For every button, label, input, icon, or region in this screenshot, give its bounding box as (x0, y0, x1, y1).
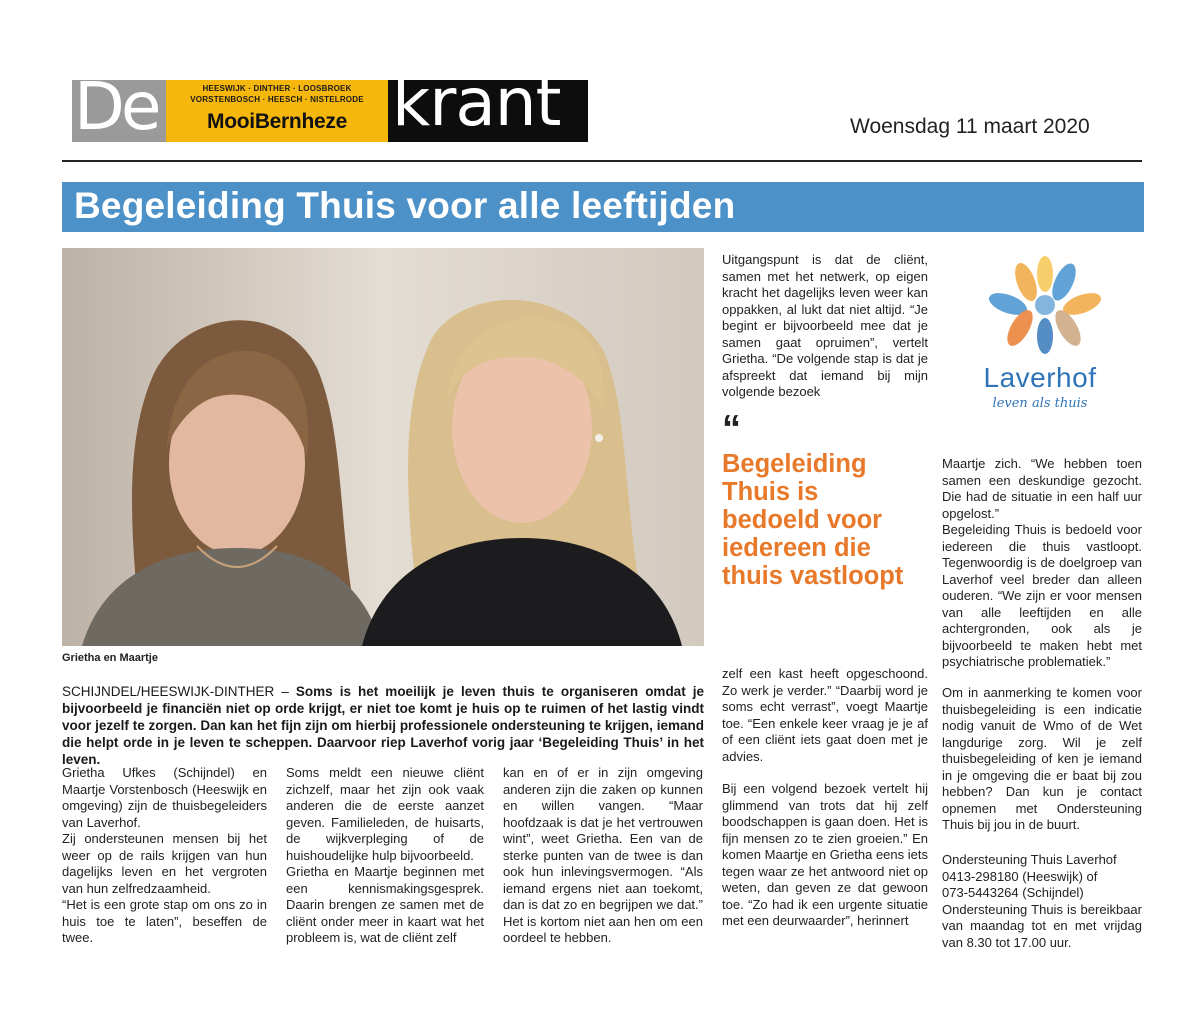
paragraph: “Het is een grote stap om ons zo in huis toe te laten”, beseffen de twee. (62, 897, 267, 945)
publication-date: Woensdag 11 maart 2020 (850, 115, 1090, 138)
body-column-4-top (722, 252, 928, 401)
masthead-towns-line1: HEESWIJK · DINTHER · LOOSBROEK (202, 84, 352, 93)
body-column-2 (286, 765, 484, 947)
paragraph: Bij een volgend bezoek vertelt hij glimmend van trots dat hij zelf boodschappen is gaan doen. Het is fijn mensen zo te zien groeien.” En komen Maartje en Grietha eens iets tegen waar ze het antwoord niet op weten, dan geven ze dat gewoon toe. “Zo had ik een urgente situatie met een deurwaarder”, herinnert (722, 781, 928, 928)
body-column-4-bottom (722, 666, 928, 930)
body-column-3 (503, 765, 703, 947)
paragraph: Zij ondersteunen mensen bij het weer op de rails krijgen van hun dagelijks leven en het vergroten van hun zelfredzaamheid. (62, 831, 267, 896)
lead-place: SCHIJNDEL/HEESWIJK-DINTHER – (62, 684, 296, 699)
masthead-krant-text: krant (392, 64, 561, 141)
paragraph: Grietha en Maartje beginnen met een kennismakingsgesprek. Daarin brengen ze samen met de cliënt onder meer in kaart wat het probleem is, wat de cliënt zelf (286, 864, 484, 945)
masthead-brand: MooiBernheze (207, 110, 347, 133)
paragraph: Uitgangspunt is dat de cliënt, samen met het netwerk, op eigen kracht het dagelijks leven weer kan oppakken, al lukt dat niet altijd. “Je begint er bijvoorbeeld mee dat je samen gaat opruimen”, vertelt Grietha. “De volgende stap is dat je afspreekt dat iemand bij mijn volgende bezoek (722, 252, 928, 399)
lead-paragraph (62, 683, 704, 768)
masthead-krant (388, 64, 588, 142)
lead-text: Soms is het moeilijk je leven thuis te organiseren omdat je bijvoorbeeld je financiën niet op orde krijgt, er niet toe komt je huis op te ruimen of het lastig vindt voor jezelf te zorgen. Dan kan het fijn zijn om hierbij professionele ondersteuning te krijgen, iemand die helpt orde in je leven te scheppen. Daarvoor riep Laverhof vorig jaar ‘Begeleiding Thuis’ in het leven. (62, 684, 704, 767)
paragraph-spacer (722, 765, 928, 781)
paragraph: kan en of er in zijn omgeving anderen zijn die zaken op kunnen en willen vangen. “Maar hoofdzaak is dat je het vertrouwen wint”, weet Grietha. Een van de sterke punten van de twee is dan ook hun inlevingsvermogen. “Als iemand ergens niet aan toekomt, dan is dat zo en begrijpen we dat.” Het is kortom niet aan hen om een oordeel te hebben. (503, 765, 703, 945)
headline: Begeleiding Thuis voor alle leeftijden (74, 185, 736, 226)
paragraph: Om in aanmerking te komen voor thuisbegeleiding is een indicatie nodig vanuit de Wmo of de Wet langdurige zorg. Wil je zelf thuisbegeleiding of ken je iemand in je omgeving die er baat bij zou hebben? Dan kun je contact opnemen met Ondersteuning Thuis bij jou in de buurt. (942, 685, 1142, 832)
body-column-5-mid (942, 685, 1142, 834)
masthead-brand-block (166, 80, 388, 142)
contact-phone-schijndel: 073-5443264 (Schijndel) (942, 885, 1084, 900)
logo-name: Laverhof (983, 362, 1097, 393)
paragraph: zelf een kast heeft opgeschoond. Zo werk je verder.” “Daarbij word je soms echt verrast”, voegt Maartje toe. “Een enkele keer vraag je je af of een cliënt iets gaat doen met je advies. (722, 666, 928, 764)
contact-hours: Ondersteuning Thuis is bereikbaar van maandag tot en met vrijdag van 8.30 tot 17.00 uur. (942, 901, 1142, 950)
paragraph: Maartje zich. “We hebben toen samen een deskundige gezocht. Die had de situatie in een half uur opgelost.” (942, 456, 1142, 521)
quote-mark: “ (722, 408, 741, 450)
body-column-1 (62, 765, 267, 947)
masthead-towns-line2: VORSTENBOSCH · HEESCH · NISTELRODE (190, 95, 364, 104)
masthead-towns (166, 83, 388, 105)
article-photo (62, 248, 704, 646)
pull-quote: Begeleiding Thuis is bedoeld voor iedereen die thuis vastloopt (722, 450, 904, 590)
masthead-de (72, 68, 166, 145)
body-column-5-top (942, 456, 1142, 671)
contact-block (942, 852, 1142, 951)
contact-name: Ondersteuning Thuis Laverhof (942, 852, 1117, 867)
paragraph: Grietha Ufkes (Schijndel) en Maartje Vorstenbosch (Heeswijk en omgeving) zijn de thuisbegeleiders van Laverhof. (62, 765, 267, 830)
photo-illustration (62, 248, 704, 646)
paragraph: Begeleiding Thuis is bedoeld voor iedereen die thuis vastloopt. Tegenwoordig is de doelgroep van Laverhof veel breder dan alleen ouderen. “We zijn er voor mensen van alle leeftijden en alle achtergronden, ook als je bijvoorbeeld te maken hebt met psychiatrische problematiek.” (942, 522, 1142, 669)
contact-phone-heeswijk: 0413-298180 (Heeswijk) of (942, 868, 1098, 884)
flower-icon (962, 252, 1128, 362)
logo-tagline: leven als thuis (992, 396, 1088, 411)
headline-band (62, 182, 1144, 232)
photo-caption: Grietha en Maartje (62, 652, 158, 664)
masthead-rule (62, 160, 1142, 162)
paragraph: Soms meldt een nieuwe cliënt zichzelf, maar het zijn ook vaak anderen die de eerste aanzet geven. Familieleden, de huisarts, de wijkverpleging of de huishoudelijke hulp bijvoorbeeld. (286, 765, 484, 863)
masthead-de-text: De (74, 68, 158, 145)
